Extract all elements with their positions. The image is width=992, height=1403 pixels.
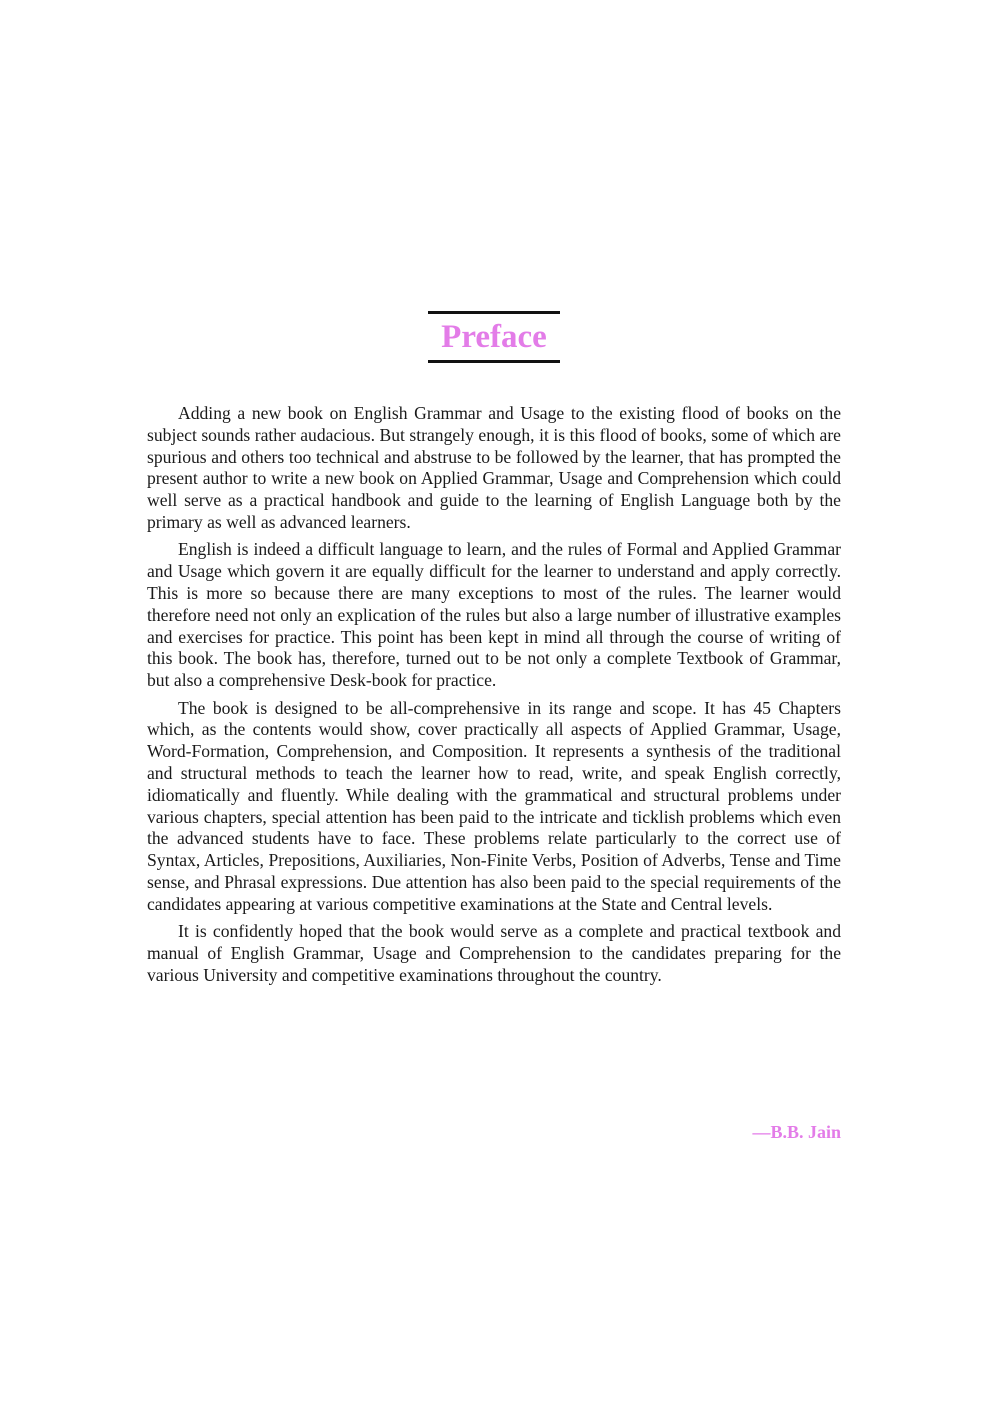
preface-body [147, 403, 841, 992]
paragraph-3: The book is designed to be all-comprehensive in its range and scope. It has 45 Chapters which, as the contents would show, cover practically all aspects of Applied Grammar, Usage, Word-Formation, Comprehension, and Composition. It represents a synthesis of the traditional and structural methods to teach the learner how to read, write, and speak English correctly, idiomatically and fluently. While dealing with the grammatical and structural problems under various chapters, special attention has been paid to the intricate and ticklish problems which even the advanced students have to face. These problems relate particularly to the correct use of Syntax, Articles, Prepositions, Auxiliaries, Non-Finite Verbs, Position of Adverbs, Tense and Time sense, and Phrasal expressions. Due attention has also been paid to the special requirements of the candidates appearing at various competitive examinations at the State and Central levels. [147, 697, 841, 914]
paragraph-2: English is indeed a difficult language to learn, and the rules of Formal and Applied Grammar and Usage which govern it are equally difficult for the learner to understand and apply correctly. This is more so because there are many exceptions to most of the rules. The learner would therefore need not only an explication of the rules but also a large number of illustrative examples and exercises for practice. This point has been kept in mind all through the course of writing of this book. The book has, therefore, turned out to be not only a complete Textbook of Grammar, but also a comprehensive Desk-book for practice. [147, 539, 841, 691]
title-top-rule [428, 311, 560, 314]
paragraph-1: Adding a new book on English Grammar and Usage to the existing flood of books on the subject sounds rather audacious. But strangely enough, it is this flood of books, some of which are spurious and others too technical and abstruse to be followed by the learner, that has prompted the present author to write a new book on Applied Grammar, Usage and Comprehension which could well serve as a practical handbook and guide to the learning of English Language both by the primary as well as advanced learners. [147, 403, 841, 532]
author-signature: —B.B. Jain [752, 1122, 841, 1142]
title-block [428, 311, 560, 363]
title-bottom-rule [428, 360, 560, 363]
paragraph-4: It is confidently hoped that the book would serve as a complete and practical textbook and manual of English Grammar, Usage and Comprehension to the candidates preparing for the various University and competitive examinations throughout the country. [147, 921, 841, 985]
page-title: Preface [441, 319, 547, 355]
